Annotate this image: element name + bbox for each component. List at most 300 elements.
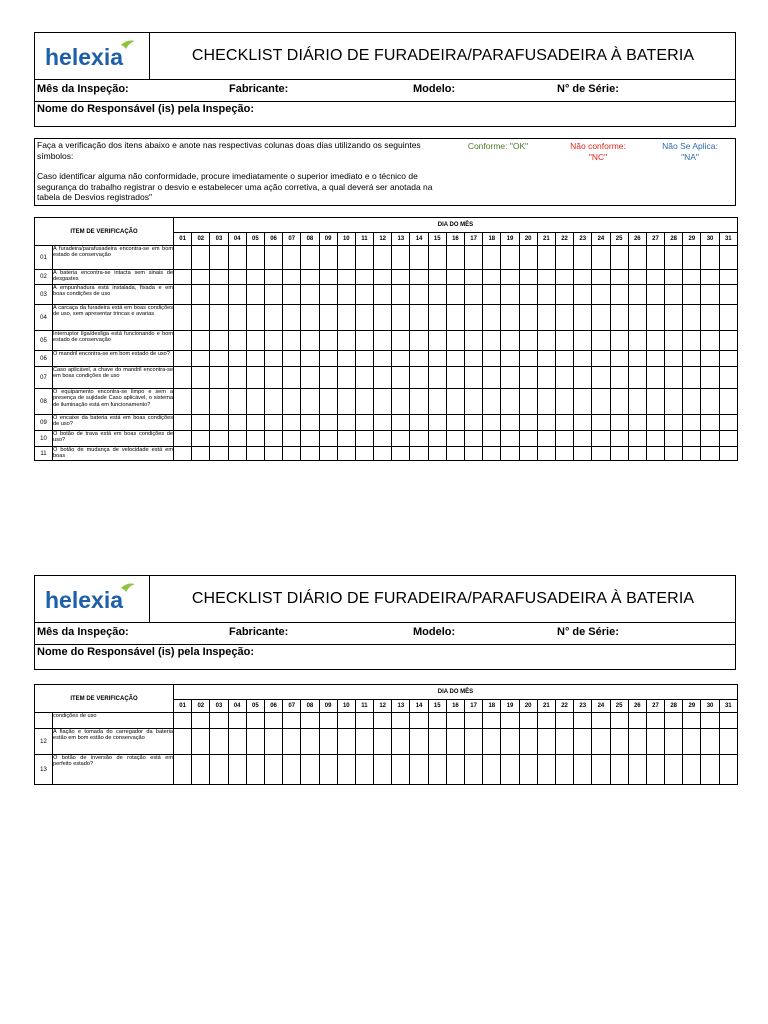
day-check-cell[interactable] [301, 246, 319, 270]
day-check-cell[interactable] [465, 713, 483, 729]
day-check-cell[interactable] [319, 246, 337, 270]
day-check-cell[interactable] [574, 270, 592, 285]
day-check-cell[interactable] [592, 729, 610, 755]
day-check-cell[interactable] [301, 729, 319, 755]
day-check-cell[interactable] [574, 447, 592, 461]
day-check-cell[interactable] [392, 729, 410, 755]
day-check-cell[interactable] [483, 729, 501, 755]
day-check-cell[interactable] [428, 415, 446, 431]
day-check-cell[interactable] [465, 729, 483, 755]
day-check-cell[interactable] [701, 285, 719, 305]
day-check-cell[interactable] [174, 431, 192, 447]
day-check-cell[interactable] [319, 415, 337, 431]
day-check-cell[interactable] [610, 351, 628, 367]
day-check-cell[interactable] [228, 729, 246, 755]
day-check-cell[interactable] [174, 415, 192, 431]
day-check-cell[interactable] [301, 447, 319, 461]
day-check-cell[interactable] [501, 367, 519, 389]
day-check-cell[interactable] [228, 431, 246, 447]
day-check-cell[interactable] [210, 246, 228, 270]
day-check-cell[interactable] [210, 713, 228, 729]
day-check-cell[interactable] [610, 246, 628, 270]
day-check-cell[interactable] [701, 305, 719, 331]
day-check-cell[interactable] [665, 729, 683, 755]
day-check-cell[interactable] [337, 246, 355, 270]
day-check-cell[interactable] [355, 431, 373, 447]
day-check-cell[interactable] [246, 331, 264, 351]
day-check-cell[interactable] [283, 755, 301, 785]
day-check-cell[interactable] [428, 729, 446, 755]
day-check-cell[interactable] [264, 246, 282, 270]
day-check-cell[interactable] [501, 447, 519, 461]
day-check-cell[interactable] [228, 305, 246, 331]
day-check-cell[interactable] [301, 389, 319, 415]
day-check-cell[interactable] [428, 305, 446, 331]
day-check-cell[interactable] [465, 431, 483, 447]
day-check-cell[interactable] [446, 246, 464, 270]
day-check-cell[interactable] [610, 389, 628, 415]
day-check-cell[interactable] [628, 713, 646, 729]
day-check-cell[interactable] [319, 367, 337, 389]
day-check-cell[interactable] [283, 389, 301, 415]
day-check-cell[interactable] [610, 367, 628, 389]
day-check-cell[interactable] [683, 351, 701, 367]
day-check-cell[interactable] [192, 415, 210, 431]
day-check-cell[interactable] [519, 270, 537, 285]
day-check-cell[interactable] [246, 431, 264, 447]
day-check-cell[interactable] [210, 367, 228, 389]
day-check-cell[interactable] [283, 415, 301, 431]
day-check-cell[interactable] [719, 305, 737, 331]
day-check-cell[interactable] [501, 331, 519, 351]
day-check-cell[interactable] [519, 285, 537, 305]
day-check-cell[interactable] [428, 246, 446, 270]
day-check-cell[interactable] [719, 713, 737, 729]
day-check-cell[interactable] [555, 729, 573, 755]
day-check-cell[interactable] [555, 713, 573, 729]
day-check-cell[interactable] [628, 431, 646, 447]
day-check-cell[interactable] [374, 246, 392, 270]
day-check-cell[interactable] [428, 351, 446, 367]
day-check-cell[interactable] [683, 305, 701, 331]
day-check-cell[interactable] [592, 755, 610, 785]
day-check-cell[interactable] [592, 351, 610, 367]
day-check-cell[interactable] [665, 246, 683, 270]
day-check-cell[interactable] [446, 270, 464, 285]
day-check-cell[interactable] [519, 415, 537, 431]
day-check-cell[interactable] [374, 431, 392, 447]
day-check-cell[interactable] [483, 755, 501, 785]
day-check-cell[interactable] [701, 431, 719, 447]
day-check-cell[interactable] [319, 713, 337, 729]
day-check-cell[interactable] [337, 431, 355, 447]
day-check-cell[interactable] [483, 389, 501, 415]
day-check-cell[interactable] [446, 331, 464, 351]
day-check-cell[interactable] [519, 713, 537, 729]
day-check-cell[interactable] [264, 367, 282, 389]
day-check-cell[interactable] [628, 270, 646, 285]
day-check-cell[interactable] [192, 351, 210, 367]
day-check-cell[interactable] [192, 729, 210, 755]
day-check-cell[interactable] [283, 305, 301, 331]
day-check-cell[interactable] [337, 331, 355, 351]
day-check-cell[interactable] [192, 285, 210, 305]
day-check-cell[interactable] [319, 755, 337, 785]
day-check-cell[interactable] [683, 367, 701, 389]
day-check-cell[interactable] [174, 285, 192, 305]
day-check-cell[interactable] [519, 367, 537, 389]
day-check-cell[interactable] [683, 246, 701, 270]
day-check-cell[interactable] [574, 729, 592, 755]
day-check-cell[interactable] [264, 389, 282, 415]
day-check-cell[interactable] [355, 415, 373, 431]
day-check-cell[interactable] [519, 305, 537, 331]
day-check-cell[interactable] [228, 713, 246, 729]
day-check-cell[interactable] [719, 415, 737, 431]
day-check-cell[interactable] [610, 305, 628, 331]
day-check-cell[interactable] [392, 755, 410, 785]
day-check-cell[interactable] [355, 389, 373, 415]
day-check-cell[interactable] [610, 415, 628, 431]
day-check-cell[interactable] [646, 351, 664, 367]
day-check-cell[interactable] [228, 270, 246, 285]
day-check-cell[interactable] [174, 447, 192, 461]
day-check-cell[interactable] [483, 270, 501, 285]
day-check-cell[interactable] [555, 367, 573, 389]
day-check-cell[interactable] [392, 415, 410, 431]
day-check-cell[interactable] [465, 367, 483, 389]
day-check-cell[interactable] [574, 755, 592, 785]
day-check-cell[interactable] [264, 755, 282, 785]
day-check-cell[interactable] [537, 415, 555, 431]
day-check-cell[interactable] [192, 331, 210, 351]
day-check-cell[interactable] [355, 246, 373, 270]
day-check-cell[interactable] [174, 729, 192, 755]
day-check-cell[interactable] [719, 389, 737, 415]
day-check-cell[interactable] [574, 415, 592, 431]
day-check-cell[interactable] [301, 331, 319, 351]
day-check-cell[interactable] [174, 713, 192, 729]
day-check-cell[interactable] [719, 331, 737, 351]
day-check-cell[interactable] [410, 246, 428, 270]
day-check-cell[interactable] [683, 755, 701, 785]
day-check-cell[interactable] [337, 447, 355, 461]
day-check-cell[interactable] [428, 755, 446, 785]
day-check-cell[interactable] [374, 713, 392, 729]
day-check-cell[interactable] [319, 729, 337, 755]
day-check-cell[interactable] [537, 246, 555, 270]
day-check-cell[interactable] [665, 351, 683, 367]
day-check-cell[interactable] [610, 285, 628, 305]
day-check-cell[interactable] [683, 447, 701, 461]
day-check-cell[interactable] [428, 331, 446, 351]
day-check-cell[interactable] [264, 431, 282, 447]
day-check-cell[interactable] [719, 729, 737, 755]
day-check-cell[interactable] [574, 367, 592, 389]
day-check-cell[interactable] [428, 367, 446, 389]
day-check-cell[interactable] [301, 713, 319, 729]
day-check-cell[interactable] [610, 755, 628, 785]
day-check-cell[interactable] [628, 305, 646, 331]
day-check-cell[interactable] [501, 713, 519, 729]
day-check-cell[interactable] [701, 270, 719, 285]
day-check-cell[interactable] [501, 246, 519, 270]
day-check-cell[interactable] [465, 389, 483, 415]
day-check-cell[interactable] [683, 331, 701, 351]
day-check-cell[interactable] [701, 367, 719, 389]
day-check-cell[interactable] [465, 246, 483, 270]
day-check-cell[interactable] [628, 389, 646, 415]
day-check-cell[interactable] [319, 305, 337, 331]
day-check-cell[interactable] [665, 431, 683, 447]
day-check-cell[interactable] [228, 331, 246, 351]
day-check-cell[interactable] [337, 713, 355, 729]
day-check-cell[interactable] [719, 351, 737, 367]
day-check-cell[interactable] [628, 331, 646, 351]
day-check-cell[interactable] [701, 246, 719, 270]
day-check-cell[interactable] [665, 713, 683, 729]
day-check-cell[interactable] [374, 415, 392, 431]
day-check-cell[interactable] [428, 713, 446, 729]
day-check-cell[interactable] [646, 331, 664, 351]
day-check-cell[interactable] [301, 285, 319, 305]
day-check-cell[interactable] [701, 447, 719, 461]
day-check-cell[interactable] [210, 431, 228, 447]
day-check-cell[interactable] [192, 431, 210, 447]
day-check-cell[interactable] [537, 447, 555, 461]
day-check-cell[interactable] [246, 415, 264, 431]
day-check-cell[interactable] [446, 415, 464, 431]
day-check-cell[interactable] [501, 755, 519, 785]
day-check-cell[interactable] [246, 729, 264, 755]
day-check-cell[interactable] [283, 447, 301, 461]
day-check-cell[interactable] [646, 431, 664, 447]
day-check-cell[interactable] [283, 331, 301, 351]
day-check-cell[interactable] [574, 331, 592, 351]
day-check-cell[interactable] [410, 389, 428, 415]
day-check-cell[interactable] [355, 305, 373, 331]
day-check-cell[interactable] [665, 367, 683, 389]
day-check-cell[interactable] [665, 305, 683, 331]
day-check-cell[interactable] [628, 729, 646, 755]
day-check-cell[interactable] [428, 389, 446, 415]
day-check-cell[interactable] [301, 367, 319, 389]
day-check-cell[interactable] [465, 415, 483, 431]
day-check-cell[interactable] [519, 331, 537, 351]
day-check-cell[interactable] [301, 431, 319, 447]
day-check-cell[interactable] [574, 285, 592, 305]
day-check-cell[interactable] [410, 285, 428, 305]
day-check-cell[interactable] [392, 389, 410, 415]
day-check-cell[interactable] [337, 351, 355, 367]
day-check-cell[interactable] [537, 431, 555, 447]
day-check-cell[interactable] [337, 305, 355, 331]
day-check-cell[interactable] [301, 415, 319, 431]
day-check-cell[interactable] [301, 755, 319, 785]
day-check-cell[interactable] [501, 285, 519, 305]
day-check-cell[interactable] [683, 285, 701, 305]
day-check-cell[interactable] [646, 755, 664, 785]
day-check-cell[interactable] [592, 305, 610, 331]
day-check-cell[interactable] [701, 331, 719, 351]
day-check-cell[interactable] [246, 285, 264, 305]
day-check-cell[interactable] [574, 351, 592, 367]
day-check-cell[interactable] [210, 389, 228, 415]
day-check-cell[interactable] [665, 331, 683, 351]
day-check-cell[interactable] [319, 447, 337, 461]
day-check-cell[interactable] [264, 447, 282, 461]
day-check-cell[interactable] [264, 331, 282, 351]
day-check-cell[interactable] [574, 713, 592, 729]
day-check-cell[interactable] [319, 285, 337, 305]
day-check-cell[interactable] [683, 729, 701, 755]
day-check-cell[interactable] [210, 285, 228, 305]
day-check-cell[interactable] [701, 415, 719, 431]
day-check-cell[interactable] [537, 351, 555, 367]
day-check-cell[interactable] [646, 246, 664, 270]
day-check-cell[interactable] [501, 431, 519, 447]
day-check-cell[interactable] [264, 415, 282, 431]
day-check-cell[interactable] [519, 755, 537, 785]
day-check-cell[interactable] [355, 755, 373, 785]
day-check-cell[interactable] [501, 729, 519, 755]
day-check-cell[interactable] [210, 305, 228, 331]
day-check-cell[interactable] [355, 351, 373, 367]
day-check-cell[interactable] [646, 305, 664, 331]
day-check-cell[interactable] [410, 305, 428, 331]
day-check-cell[interactable] [410, 367, 428, 389]
day-check-cell[interactable] [210, 755, 228, 785]
day-check-cell[interactable] [210, 729, 228, 755]
day-check-cell[interactable] [446, 431, 464, 447]
day-check-cell[interactable] [210, 270, 228, 285]
day-check-cell[interactable] [410, 415, 428, 431]
day-check-cell[interactable] [392, 447, 410, 461]
day-check-cell[interactable] [719, 431, 737, 447]
day-check-cell[interactable] [592, 447, 610, 461]
day-check-cell[interactable] [555, 447, 573, 461]
day-check-cell[interactable] [446, 447, 464, 461]
day-check-cell[interactable] [719, 447, 737, 461]
day-check-cell[interactable] [574, 305, 592, 331]
day-check-cell[interactable] [355, 367, 373, 389]
day-check-cell[interactable] [610, 431, 628, 447]
day-check-cell[interactable] [446, 389, 464, 415]
day-check-cell[interactable] [228, 246, 246, 270]
day-check-cell[interactable] [701, 729, 719, 755]
day-check-cell[interactable] [646, 270, 664, 285]
day-check-cell[interactable] [701, 351, 719, 367]
day-check-cell[interactable] [483, 246, 501, 270]
day-check-cell[interactable] [374, 447, 392, 461]
day-check-cell[interactable] [574, 246, 592, 270]
day-check-cell[interactable] [301, 351, 319, 367]
day-check-cell[interactable] [355, 713, 373, 729]
day-check-cell[interactable] [337, 285, 355, 305]
day-check-cell[interactable] [392, 246, 410, 270]
day-check-cell[interactable] [646, 713, 664, 729]
day-check-cell[interactable] [719, 755, 737, 785]
day-check-cell[interactable] [555, 389, 573, 415]
day-check-cell[interactable] [592, 367, 610, 389]
day-check-cell[interactable] [392, 713, 410, 729]
day-check-cell[interactable] [392, 270, 410, 285]
day-check-cell[interactable] [537, 285, 555, 305]
day-check-cell[interactable] [519, 351, 537, 367]
day-check-cell[interactable] [174, 331, 192, 351]
day-check-cell[interactable] [574, 389, 592, 415]
day-check-cell[interactable] [483, 331, 501, 351]
day-check-cell[interactable] [283, 285, 301, 305]
day-check-cell[interactable] [301, 305, 319, 331]
day-check-cell[interactable] [264, 351, 282, 367]
day-check-cell[interactable] [483, 447, 501, 461]
day-check-cell[interactable] [337, 270, 355, 285]
day-check-cell[interactable] [192, 246, 210, 270]
day-check-cell[interactable] [446, 305, 464, 331]
day-check-cell[interactable] [683, 431, 701, 447]
day-check-cell[interactable] [592, 270, 610, 285]
day-check-cell[interactable] [683, 713, 701, 729]
day-check-cell[interactable] [555, 305, 573, 331]
day-check-cell[interactable] [537, 270, 555, 285]
day-check-cell[interactable] [374, 367, 392, 389]
day-check-cell[interactable] [428, 270, 446, 285]
day-check-cell[interactable] [228, 367, 246, 389]
day-check-cell[interactable] [246, 351, 264, 367]
day-check-cell[interactable] [319, 389, 337, 415]
day-check-cell[interactable] [246, 270, 264, 285]
day-check-cell[interactable] [192, 367, 210, 389]
day-check-cell[interactable] [446, 351, 464, 367]
day-check-cell[interactable] [246, 755, 264, 785]
day-check-cell[interactable] [483, 415, 501, 431]
day-check-cell[interactable] [374, 755, 392, 785]
day-check-cell[interactable] [374, 270, 392, 285]
day-check-cell[interactable] [555, 415, 573, 431]
day-check-cell[interactable] [519, 389, 537, 415]
day-check-cell[interactable] [592, 246, 610, 270]
day-check-cell[interactable] [319, 351, 337, 367]
day-check-cell[interactable] [264, 285, 282, 305]
day-check-cell[interactable] [192, 270, 210, 285]
day-check-cell[interactable] [210, 415, 228, 431]
day-check-cell[interactable] [374, 305, 392, 331]
day-check-cell[interactable] [646, 447, 664, 461]
day-check-cell[interactable] [683, 415, 701, 431]
day-check-cell[interactable] [665, 415, 683, 431]
day-check-cell[interactable] [465, 285, 483, 305]
day-check-cell[interactable] [228, 285, 246, 305]
day-check-cell[interactable] [646, 389, 664, 415]
day-check-cell[interactable] [519, 447, 537, 461]
day-check-cell[interactable] [410, 431, 428, 447]
day-check-cell[interactable] [283, 246, 301, 270]
day-check-cell[interactable] [192, 305, 210, 331]
day-check-cell[interactable] [428, 285, 446, 305]
day-check-cell[interactable] [465, 351, 483, 367]
day-check-cell[interactable] [501, 389, 519, 415]
day-check-cell[interactable] [192, 447, 210, 461]
day-check-cell[interactable] [428, 431, 446, 447]
day-check-cell[interactable] [465, 755, 483, 785]
day-check-cell[interactable] [555, 246, 573, 270]
day-check-cell[interactable] [501, 415, 519, 431]
day-check-cell[interactable] [410, 351, 428, 367]
day-check-cell[interactable] [628, 367, 646, 389]
day-check-cell[interactable] [610, 729, 628, 755]
day-check-cell[interactable] [592, 331, 610, 351]
